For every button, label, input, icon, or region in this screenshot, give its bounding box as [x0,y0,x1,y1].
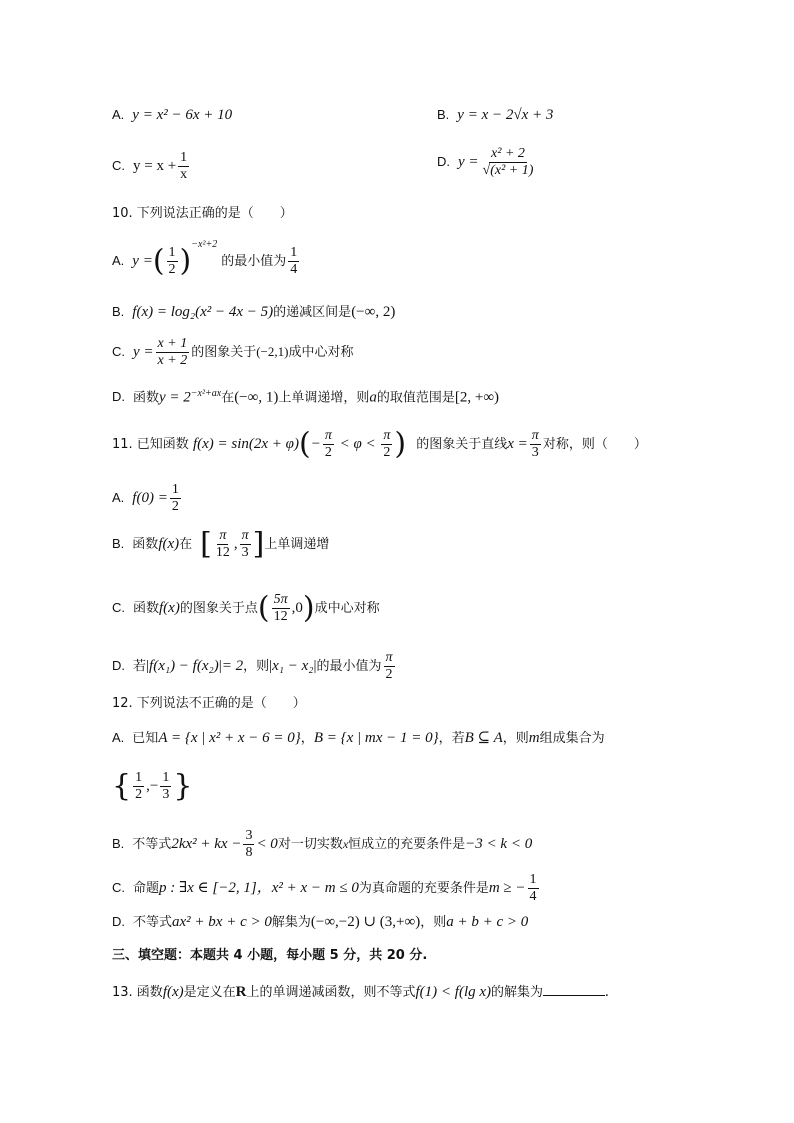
fraction: $\frac{\text{x² + 2}}{\text{√(x² + 1)}}$ [482,146,534,179]
option-11b: B. 函数f(x)在 [ $\frac{\pi}{12}$ , $\frac{\pi}{3}$ ]上单调递增 [112,526,330,562]
option-9d: D. y = $\frac{\text{x² + 2}}{\text{√(x² + 1)}}$ [437,146,534,179]
option-9a: A. y = x² − 6x + 10 [112,107,233,123]
fraction: $\frac{1}{2}$ [168,244,176,277]
section-3-heading: 三、填空题：本题共 4 小题，每小题 5 分，共 20 分. [112,948,428,963]
fraction: $\frac{\pi}{3}$ [241,528,249,561]
option-11a: A. f(0) = $\frac{1}{2}$ [112,482,179,515]
option-11c: C. 函数f(x)的图象关于点( $\frac{5\pi}{12}$ ,0)成中心对称 [112,590,380,626]
fraction: $\frac{1}{3}$ [162,770,170,803]
option-9c: C. y = x + $\frac{1}{x}$ [112,150,188,183]
fraction: $\frac{3}{8}$ [245,828,253,861]
option-12d: D. 不等式ax² + bx + c > 0解集为(−∞,−2) ∪ (3,+∞)，则a + b + c > 0 [112,914,529,930]
fraction: $\frac{\pi}{12}$ [215,528,230,561]
option-10b: B. f(x) = log₂(x² − 4x − 5)的递减区间是(−∞, 2) [112,304,396,320]
fraction: $\frac{1}{4}$ [290,244,298,277]
fraction: $\frac{\pi}{3}$ [531,428,539,461]
answer-blank[interactable] [543,983,605,996]
option-10d: D. 函数$y = 2^{-x^2+ax}$在(−∞, 1)上单调递增，则a的取值范围是[2, +∞) [112,388,500,406]
fraction: $\frac{1}{x}$ [180,150,188,183]
fraction: $\frac{1}{2}$ [135,770,143,803]
question-12-stem: 12. 下列说法不正确的是（ ） [112,696,306,711]
fraction: $\frac{1}{4}$ [529,872,537,905]
option-10c: C. y = $\frac{x + 1}{x + 2}$ 的图象关于(−2,1)成中心对称 [112,336,354,369]
option-12a: A. 已知A = {x | x² + x − 6 = 0}，B = {x | mx − 1 = 0}，若B ⊆ A，则m组成集合为 [112,730,605,746]
option-9b: B. y = x − 2√x + 3 [437,107,554,123]
fraction: $\frac{\pi}{2}$ [385,650,393,683]
fraction: $\frac{\pi}{2}$ [324,428,332,461]
question-10-stem: 10. 下列说法正确的是（ ） [112,206,293,221]
option-12c: C. 命题p : ∃x ∈ [−2, 1]，x² + x − m ≤ 0为真命题的充要条件是m ≥ − $\frac{1}{4}$ [112,872,537,905]
fraction: $\frac{1}{2}$ [171,482,179,515]
option-12a-set: { $\frac{1}{2}$ ,− $\frac{1}{3}$ } [112,768,193,804]
option-12b: B. 不等式2kx² + kx − $\frac{3}{8}$ < 0对一切实数x恒成立的充要条件是−3 < k < 0 [112,828,533,861]
question-13: 13. 函数f(x)是定义在R上的单调递减函数，则不等式f(1) < f(lg x)的解集为 . [112,984,609,1000]
fraction: $\frac{\pi}{2}$ [383,428,391,461]
option-11d: D. 若|f(x₁) − f(x₂)|= 2，则|x₁ − x₂|的最小值为 $\frac{\pi}{2}$ [112,650,393,683]
question-11-stem: 11. 已知函数 f(x) = sin(2x + φ)(− $\frac{\pi}{2}$ < φ < $\frac{\pi}{2}$ ) 的图象关于直线x = $\frac{\pi}{3}$ 对称，则（ ） [112,426,647,462]
fraction: $\frac{x + 1}{x + 2}$ [157,336,188,369]
fraction: $\frac{5\pi}{12}$ [273,592,288,625]
option-10a: A. y =( $\frac{1}{2}$ )$^{-x^2+2}$的最小值为 $\frac{1}{4}$ [112,239,298,279]
